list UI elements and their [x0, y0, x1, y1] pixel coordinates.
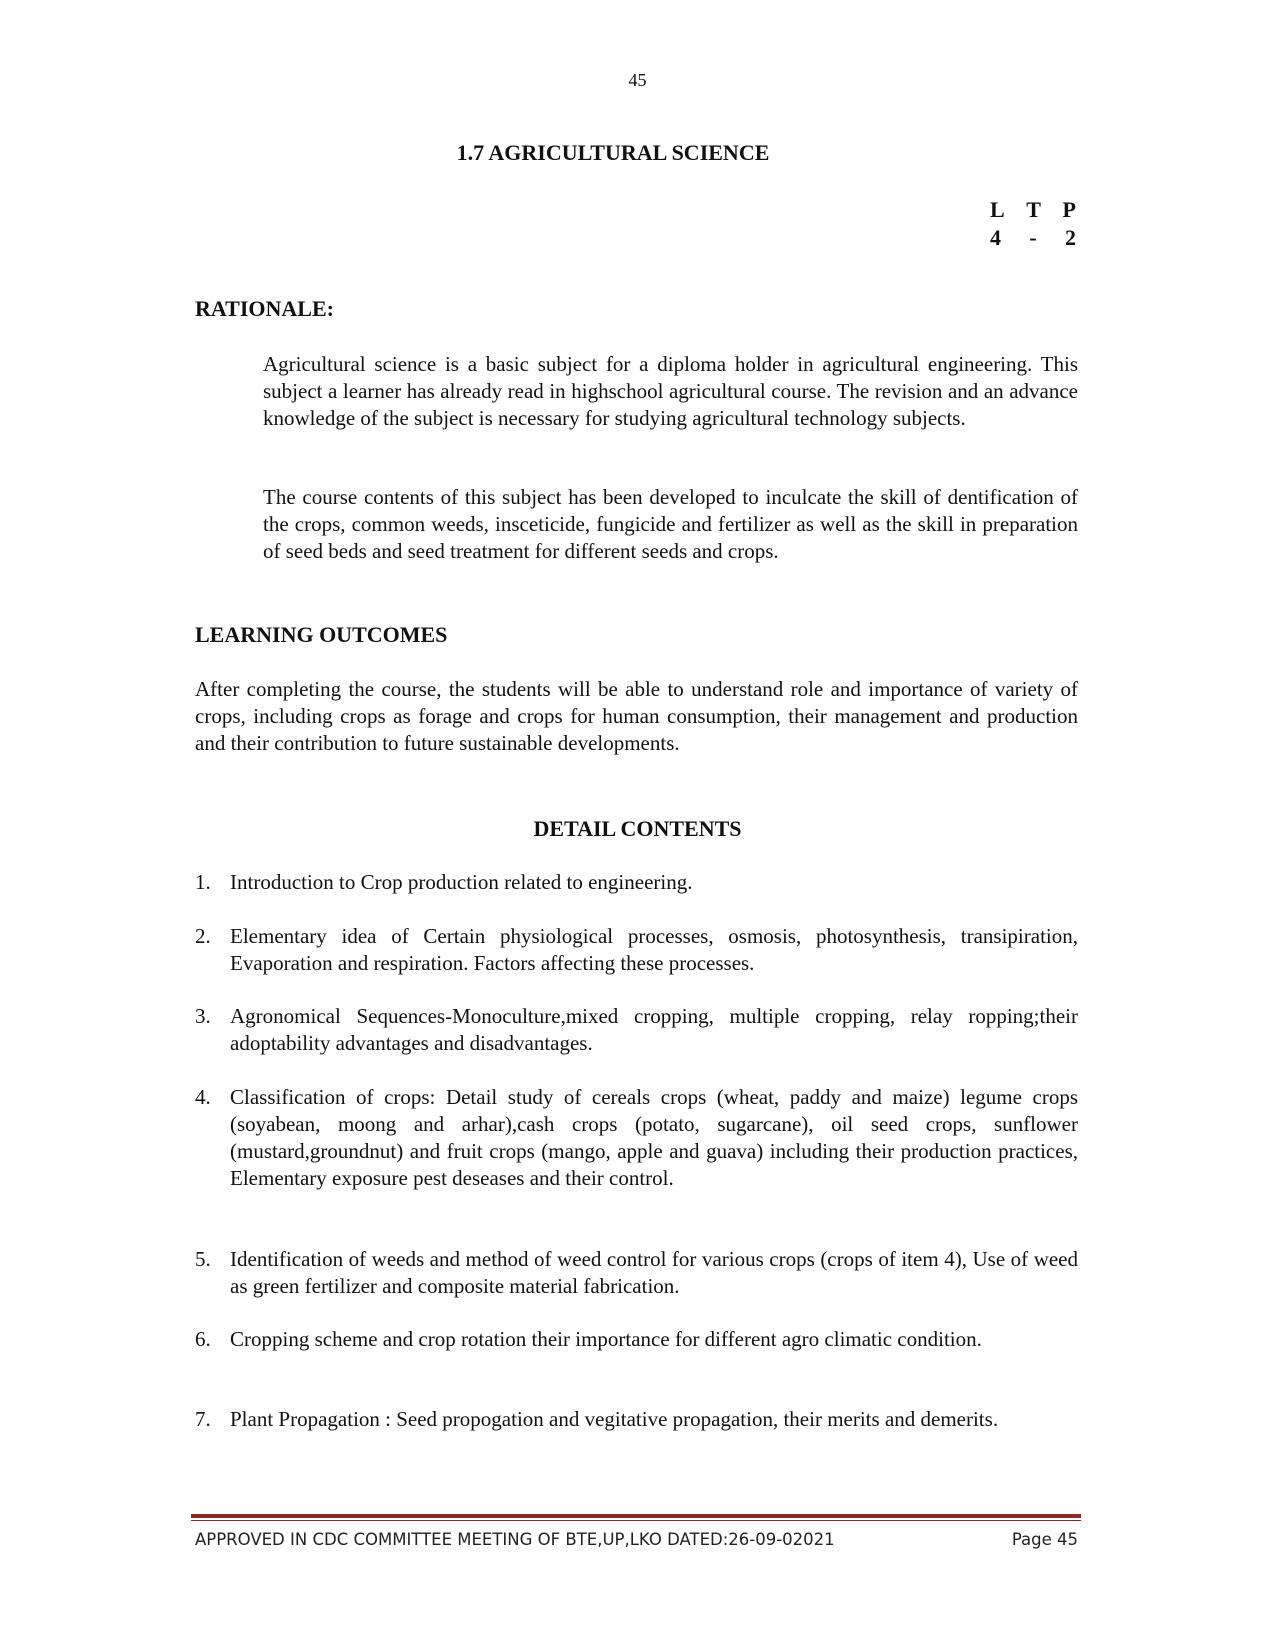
rationale-paragraph-2: The course contents of this subject has been developed to inculcate the skill of dentification of the crops, common weeds, insceticide, fungicide and fertilizer as well as the skill in preparation of seed beds and seed treatment for different seeds and crops.: [263, 485, 1078, 563]
rationale-heading: RATIONALE:: [195, 296, 334, 321]
rationale-paragraph-1: Agricultural science is a basic subject for a diploma holder in agricultural engineering. This subject a learner has already read in highschool agricultural course. The revision and an advance knowledge of the subject is necessary for studying agricultural technology subjects.: [263, 352, 1078, 430]
course-title: 1.7 AGRICULTURAL SCIENCE: [456, 140, 770, 165]
page-number: 45: [628, 70, 647, 90]
list-item-text: Classification of crops: Detail study of cereals crops (wheat, paddy and maize) legume crops (soyabean, moong and arhar),cash crops (potato, sugarcane), oil seed crops, sunflower (mustard,groundnut) and fruit crops (mango, apple and guava) including their production practices, Elementary exposure pest deseases and their control.: [230, 1085, 1078, 1190]
ltp-header-l: L: [990, 197, 1005, 222]
list-item-number: 3.: [195, 1004, 211, 1028]
page-footer: [195, 1530, 1078, 1549]
list-item-text: Agronomical Sequences-Monoculture,mixed cropping, multiple cropping, relay ropping;their adoptability advantages and disadvantages.: [230, 1004, 1078, 1055]
learning-outcomes-heading: LEARNING OUTCOMES: [195, 622, 448, 647]
footer-rule-thin: [191, 1520, 1081, 1521]
list-item: [195, 923, 1078, 977]
ltp-header-row: [990, 196, 1076, 224]
list-item-number: 4.: [195, 1085, 211, 1109]
ltp-value-t: -: [1029, 225, 1037, 250]
footer-approval-text: APPROVED IN CDC COMMITTEE MEETING OF BTE,UP,LKO DATED:26-09-02021: [195, 1530, 835, 1549]
list-item-number: 2.: [195, 924, 211, 948]
list-item-number: 5.: [195, 1247, 211, 1271]
list-item-number: 6.: [195, 1327, 211, 1351]
ltp-header-p: P: [1062, 197, 1076, 222]
ltp-value-row: [990, 224, 1076, 252]
list-item-number: 1.: [195, 870, 211, 894]
list-item: [195, 869, 1078, 896]
list-item-text: Identification of weeds and method of weed control for various crops (crops of item 4), Use of weed as green fertilizer and composite material fabrication.: [230, 1247, 1078, 1298]
learning-outcomes-text: After completing the course, the students will be able to understand role and importance of variety of crops, including crops as forage and crops for human consumption, their management and production and their contribution to future sustainable developments.: [195, 677, 1078, 755]
footer-rule: [191, 1514, 1081, 1521]
ltp-value-l: 4: [990, 225, 1001, 250]
list-item-text: Elementary idea of Certain physiological processes, osmosis, photosynthesis, transipiration, Evaporation and respiration. Factors affecting these processes.: [230, 924, 1078, 975]
ltp-header-t: T: [1026, 197, 1041, 222]
footer-page-label: Page 45: [1011, 1530, 1078, 1549]
list-item-text: Cropping scheme and crop rotation their importance for different agro climatic condition.: [230, 1327, 982, 1351]
list-item: [195, 1326, 1078, 1353]
ltp-value-p: 2: [1064, 225, 1076, 250]
list-item: [195, 1246, 1078, 1300]
list-item: [195, 1003, 1078, 1057]
list-item-text: Plant Propagation : Seed propogation and vegitative propagation, their merits and demerits.: [230, 1407, 999, 1431]
ltp-table: [990, 196, 1076, 252]
list-item: [195, 1084, 1078, 1192]
list-item: [195, 1406, 1078, 1433]
detail-contents-heading: DETAIL CONTENTS: [533, 816, 742, 841]
list-item-number: 7.: [195, 1407, 211, 1431]
list-item-text: Introduction to Crop production related to engineering.: [230, 870, 693, 894]
